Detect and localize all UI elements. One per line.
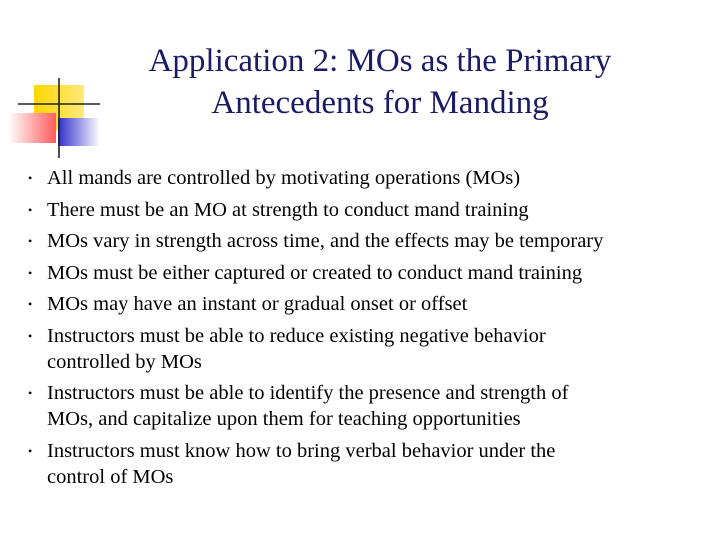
bullet-dot: • xyxy=(28,443,33,458)
bullet-dot: • xyxy=(28,234,33,248)
bullet-text: MOs may have an instant or gradual onset or offset xyxy=(47,293,468,315)
bullet-text: MOs must be either captured or created to conduct mand training xyxy=(47,261,583,284)
bullet-text: All mands are controlled by motivating operations (MOs) xyxy=(47,167,521,189)
bullet-dot: • xyxy=(28,171,33,185)
slide-title xyxy=(110,40,650,124)
bullet-dot: • xyxy=(28,328,33,343)
bullet-text: MOs vary in strength across time, and the effects may be temporary xyxy=(47,230,604,252)
bullet-item xyxy=(0,165,720,191)
bullet-item xyxy=(0,380,720,432)
deco-blue-bar xyxy=(58,118,100,146)
bullet-dot: • xyxy=(28,297,33,311)
bullet-dot: • xyxy=(28,202,33,217)
bullet-item xyxy=(0,260,720,286)
slide-title-line-1: Application 2: MOs as the Primary xyxy=(148,43,612,79)
bullet-text: There must be an MO at strength to conduct mand training xyxy=(47,198,529,221)
bullet-text: Instructors must be able to identify the presence and strength of MOs, and capitalize upon them for teaching opportunities xyxy=(47,382,569,430)
deco-red-bar xyxy=(8,113,56,143)
bullet-item xyxy=(0,438,720,490)
bullet-text: Instructors must be able to reduce existing negative behavior controlled by MOs xyxy=(47,324,546,373)
slide-title-line-2: Antecedents for Manding xyxy=(211,85,549,121)
bullet-dot: • xyxy=(28,265,33,280)
bullet-item xyxy=(0,291,720,317)
bullet-item xyxy=(0,323,720,375)
bullet-text: Instructors must know how to bring verbal behavior under the control of MOs xyxy=(47,439,556,488)
bullet-item xyxy=(0,228,720,254)
bullet-list xyxy=(0,165,720,495)
bullet-item xyxy=(0,197,720,223)
corner-decoration xyxy=(0,0,110,170)
bullet-dot: • xyxy=(28,386,33,400)
